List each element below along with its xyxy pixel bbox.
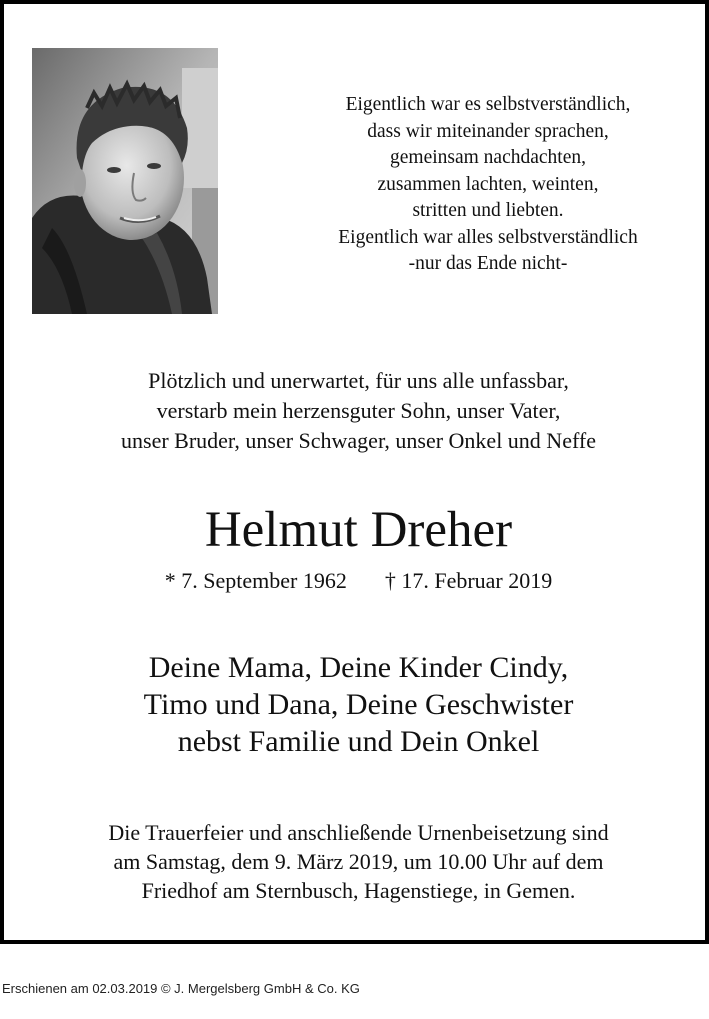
mourners-line: Timo und Dana, Deine Geschwister <box>143 688 574 721</box>
service-line: Friedhof am Sternbusch, Hagenstiege, in Gemen. <box>141 878 576 903</box>
poem-line: zusammen lachten, weinten, <box>377 173 599 195</box>
mourners-line: nebst Familie und Dein Onkel <box>177 725 540 758</box>
intro-line: unser Bruder, unser Schwager, unser Onkel und Neffe <box>121 428 596 453</box>
poem-verse <box>266 92 709 278</box>
poem-line: gemeinsam nachdachten, <box>390 147 586 168</box>
death-date: † 17. Februar 2019 <box>384 568 553 593</box>
intro-line: verstarb mein herzensguter Sohn, unser Vater, <box>156 398 561 423</box>
mourners-line: Deine Mama, Deine Kinder Cindy, <box>148 651 569 684</box>
poem-line: Eigentlich war alles selbstverständlich <box>338 226 638 248</box>
intro-line: Plötzlich und unerwartet, für uns alle unfassbar, <box>148 368 569 393</box>
poem-line: stritten und liebten. <box>412 200 564 221</box>
funeral-service-info <box>4 818 709 905</box>
poem-line: -nur das Ende nicht- <box>408 253 568 274</box>
birth-date: * 7. September 1962 <box>164 568 347 593</box>
mourners-list <box>4 649 709 760</box>
service-line: am Samstag, dem 9. März 2019, um 10.00 Uhr auf dem <box>113 849 604 874</box>
announcement-intro <box>4 366 709 456</box>
life-dates <box>4 566 709 596</box>
deceased-name: Helmut Dreher <box>204 502 513 558</box>
poem-line: Eigentlich war es selbstverständlich, <box>345 94 631 115</box>
service-line: Die Trauerfeier und anschließende Urnenbeisetzung sind <box>108 820 609 845</box>
publication-footer: Erschienen am 02.03.2019 © J. Mergelsberg GmbH & Co. KG <box>2 981 360 996</box>
poem-line: dass wir miteinander sprachen, <box>367 120 609 142</box>
portrait-photo <box>32 48 218 314</box>
